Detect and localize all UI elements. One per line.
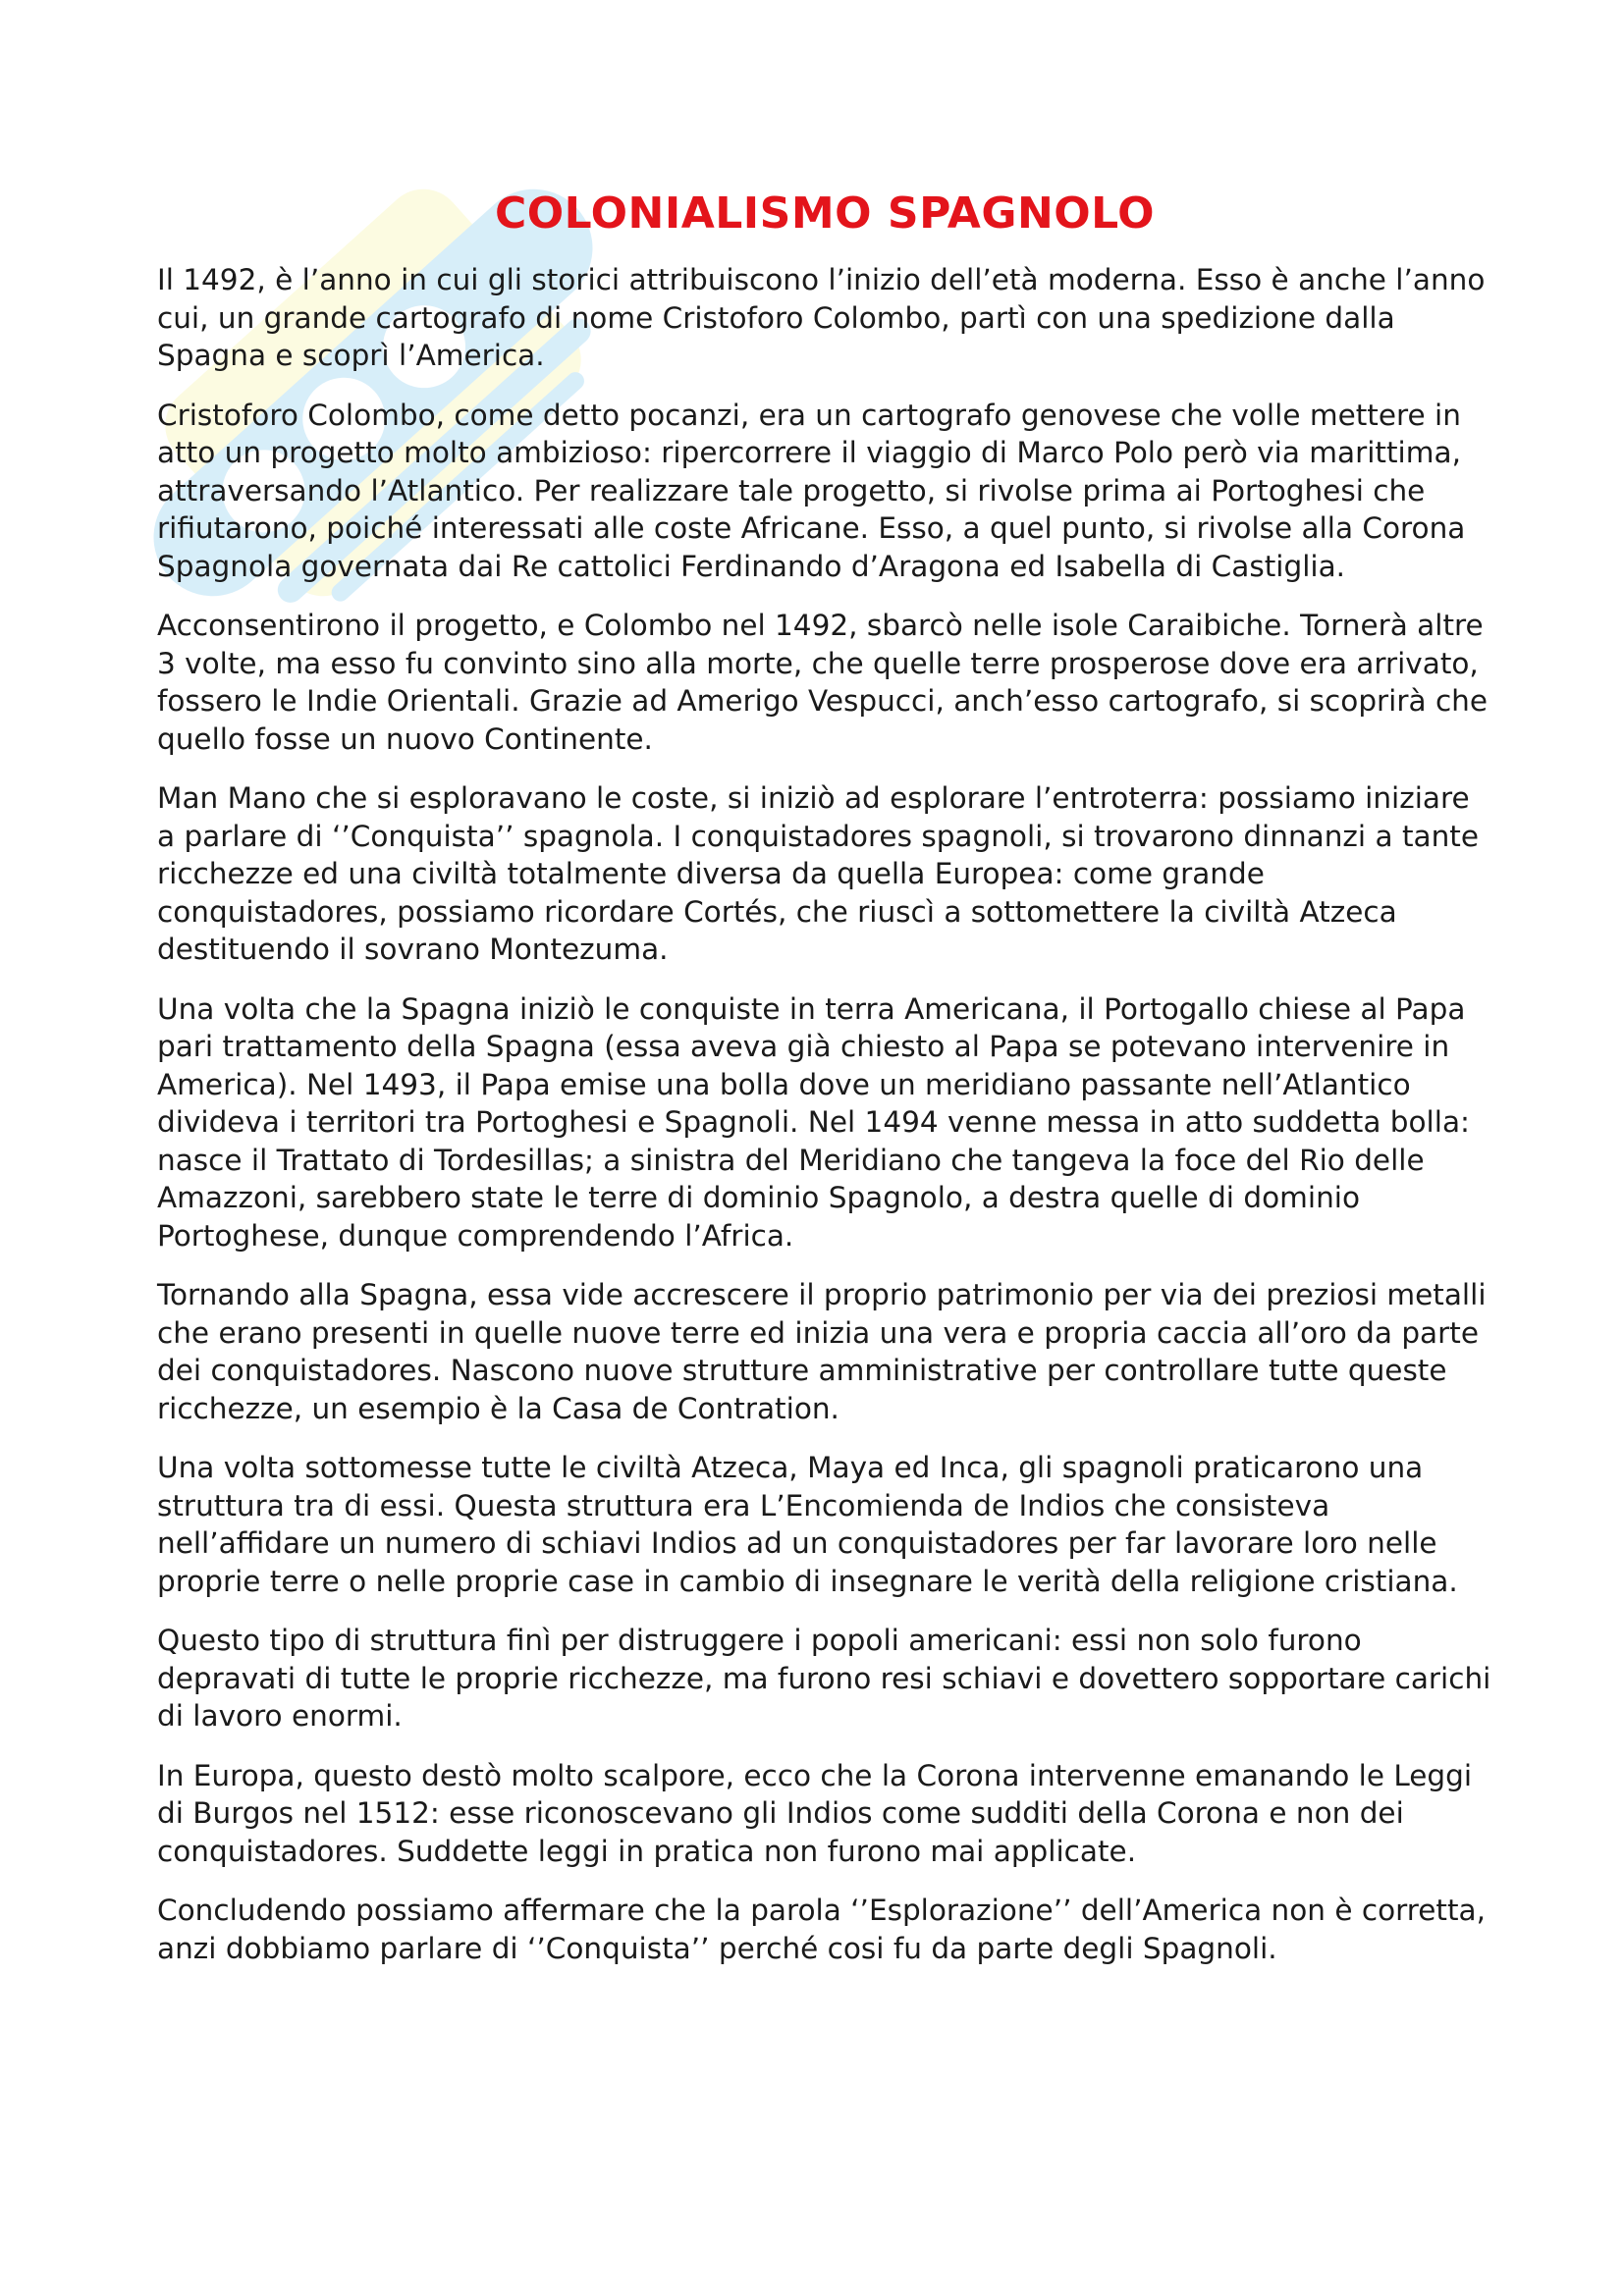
document-title: COLONIALISMO SPAGNOLO [494,188,1156,239]
paragraph-9: In Europa, questo destò molto scalpore, ecco che la Corona intervenne emanando le Leggi di Burgos nel 1512: esse riconoscevano gli Indios come sudditi della Corona e non dei conquistadores. Suddette leggi in pratica non furono mai applicate. [157,1758,1473,1868]
paragraph-5: Una volta che la Spagna iniziò le conquiste in terra Americana, il Portogallo chiese al Papa pari trattamento della Spagna (essa aveva già chiesto al Papa se potevano intervenire in America). Nel 1493, il Papa emise una bolla dove un meridiano passante nell’Atlantico divideva i territori tra Portoghesi e Spagnoli. Nel 1494 venne messa in atto suddetta bolla: nasce il Trattato di Tordesillas; a sinistra del Meridiano che tangeva la foce del Rio delle Amazzoni, sarebbero state le terre di dominio Spagnolo, a destra quelle di dominio Portoghese, dunque comprendendo l’Africa. [157,991,1470,1253]
paragraph-1: Il 1492, è l’anno in cui gli storici attribuiscono l’inizio dell’età moderna. Esso è anche l’anno cui, un grande cartografo di nome Cristoforo Colombo, partì con una spedizione dalla Spagna e scoprì l’America. [157,263,1486,372]
paragraph-10: Concludendo possiamo affermare che la parola ‘’Esplorazione’’ dell’America non è corretta, anzi dobbiamo parlare di ‘’Conquista’’ perché cosi fu da parte degli Spagnoli. [157,1894,1486,1965]
paragraph-8: Questo tipo di struttura finì per distruggere i popoli americani: essi non solo furono depravati di tutte le proprie ricchezze, ma furono resi schiavi e dovettero sopportare carichi di lavoro enormi. [157,1624,1491,1733]
paragraph-3: Acconsentirono il progetto, e Colombo nel 1492, sbarcò nelle isole Caraibiche. Tornerà altre 3 volte, ma esso fu convinto sino alla morte, che quelle terre prosperose dove era arrivato, fossero le Indie Orientali. Grazie ad Amerigo Vespucci, anch’esso cartografo, si scoprirà che quello fosse un nuovo Continente. [157,609,1489,756]
paragraph-7: Una volta sottomesse tutte le civiltà Atzeca, Maya ed Inca, gli spagnoli praticarono una struttura tra di essi. Questa struttura era L’Encomienda de Indios che consisteva nell’affidare un numero di schiavi Indios ad un conquistadores per far lavorare loro nelle proprie terre o nelle proprie case in cambio di insegnare le verità della religione cristiana. [157,1451,1458,1598]
paragraph-4: Man Mano che si esploravano le coste, si iniziò ad esplorare l’entroterra: possiamo iniziare a parlare di ‘’Conquista’’ spagnola. I conquistadores spagnoli, si trovarono dinnanzi a tante ricchezze ed una civiltà totalmente diversa da quella Europea: come grande conquistadores, possiamo ricordare Cortés, che riuscì a sottomettere la civiltà Atzeca destituendo il sovrano Montezuma. [157,781,1479,966]
paragraph-2: Cristoforo Colombo, come detto pocanzi, era un cartografo genovese che volle mettere in atto un progetto molto ambizioso: ripercorrere il viaggio di Marco Polo però via marittima, attraversando l’Atlantico. Per realizzare tale progetto, si rivolse prima ai Portoghesi che rifiutarono, poiché interessati alle coste Africane. Esso, a quel punto, si rivolse alla Corona Spagnola governata dai Re cattolici Ferdinando d’Aragona ed Isabella di Castiglia. [157,398,1466,583]
document-page [157,187,1492,1989]
paragraph-6: Tornando alla Spagna, essa vide accrescere il proprio patrimonio per via dei preziosi metalli che erano presenti in quelle nuove terre ed inizia una vera e propria caccia all’oro da parte dei conquistadores. Nascono nuove strutture amministrative per controllare tutte queste ricchezze, un esempio è la Casa de Contration. [157,1278,1487,1425]
